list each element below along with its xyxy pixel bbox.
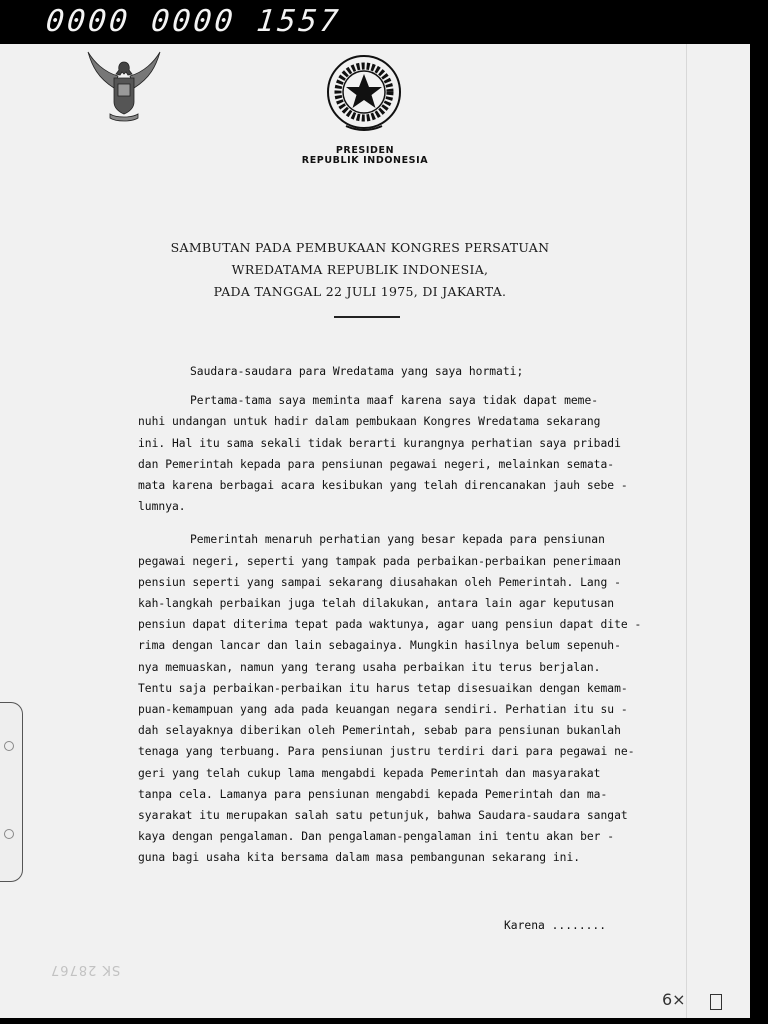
title-line: WREDATAMA REPUBLIK INDONESIA,: [231, 262, 489, 277]
paragraph: [138, 390, 630, 517]
paragraph: [138, 529, 642, 868]
binder-hole-icon: [4, 829, 14, 839]
text-line: geri yang telah cukup lama mengabdi kepada Pemerintah dan masyarakat: [138, 766, 601, 780]
text-line: syarakat itu merupakan salah satu petunjuk, bahwa Saudara-saudara sangat: [138, 809, 628, 823]
garuda-emblem-icon: [84, 48, 164, 126]
text-line: dah selayaknya diberikan oleh Pemerintah, sebab para pensiunan bukanlah: [138, 724, 621, 738]
film-mark: 6×: [662, 990, 686, 1009]
speech-body: [138, 361, 642, 881]
frame-number: 0000 0000 1557: [44, 4, 343, 39]
text-line: nya memuaskan, namun yang terang usaha perbaikan itu terus berjalan.: [138, 660, 601, 674]
letterhead: [240, 146, 490, 166]
title-line: SAMBUTAN PADA PEMBUKAAN KONGRES PERSATUAN: [170, 240, 550, 255]
text-line: kah-langkah perbaikan juga telah dilakukan, antara lain agar keputusan: [138, 597, 615, 611]
letterhead-subtitle: REPUBLIK INDONESIA: [301, 155, 429, 166]
text-line: puan-kemampuan yang ada pada keuangan negara sendiri. Perhatian itu su -: [138, 703, 628, 717]
text-line: pensiun dapat diterima tepat pada waktunya, agar uang pensiun dapat dite -: [138, 618, 642, 632]
text-line: tanpa cela. Lamanya para pensiunan mengabdi kepada Pemerintah dan ma-: [138, 787, 608, 801]
text-line: pensiun seperti yang sampai sekarang diusahakan oleh Pemerintah. Lang -: [138, 575, 621, 589]
text-line: kaya dengan pengalaman. Dan pengalaman-pengalaman ini tentu akan ber -: [138, 830, 615, 844]
text-line: mata karena berbagai acara kesibukan yang telah direncanakan jauh sebe -: [138, 479, 628, 493]
title-divider: [334, 316, 400, 318]
page-edge: [686, 44, 687, 1018]
text-line: nuhi undangan untuk hadir dalam pembukaan Kongres Wredatama sekarang: [138, 415, 601, 429]
text-line: Tentu saja perbaikan-perbaikan itu harus tetap disesuaikan dengan kemam-: [138, 681, 628, 695]
text-line: ini. Hal itu sama sekali tidak berarti kurangnya perhatian saya pribadi: [138, 436, 621, 450]
presidential-seal-icon: [321, 52, 407, 138]
binder-hole-icon: [4, 741, 14, 751]
paragraphs: [138, 390, 642, 868]
film-box-mark: [710, 994, 722, 1010]
text-line: pegawai negeri, seperti yang tampak pada perbaikan-perbaikan penerimaan: [138, 554, 621, 568]
film-strip-header: [0, 0, 768, 46]
speech-title: [120, 237, 600, 303]
letterhead-title: PRESIDEN: [335, 145, 395, 156]
text-line: dan Pemerintah kepada para pensiunan pegawai negeri, melainkan semata-: [138, 457, 615, 471]
continuation-note: Karena ........: [504, 919, 607, 932]
text-line: Pemerintah menaruh perhatian yang besar kepada para pensiunan: [190, 533, 605, 547]
archive-stamp: SK 28767: [50, 962, 121, 977]
binder-clip: [0, 702, 23, 882]
title-line: PADA TANGGAL 22 JULI 1975, DI JAKARTA.: [213, 284, 507, 299]
text-line: Pertama-tama saya meminta maaf karena saya tidak dapat meme-: [190, 394, 599, 408]
text-line: guna bagi usaha kita bersama dalam masa pembangunan sekarang ini.: [138, 851, 581, 865]
text-line: lumnya.: [138, 500, 186, 514]
text-line: tenaga yang terbuang. Para pensiunan justru terdiri dari para pegawai ne-: [138, 745, 635, 759]
text-line: rima dengan lancar dan lain sebagainya. Mungkin hasilnya belum sepenuh-: [138, 639, 621, 653]
salutation: Saudara-saudara para Wredatama yang saya hormati;: [190, 365, 524, 378]
